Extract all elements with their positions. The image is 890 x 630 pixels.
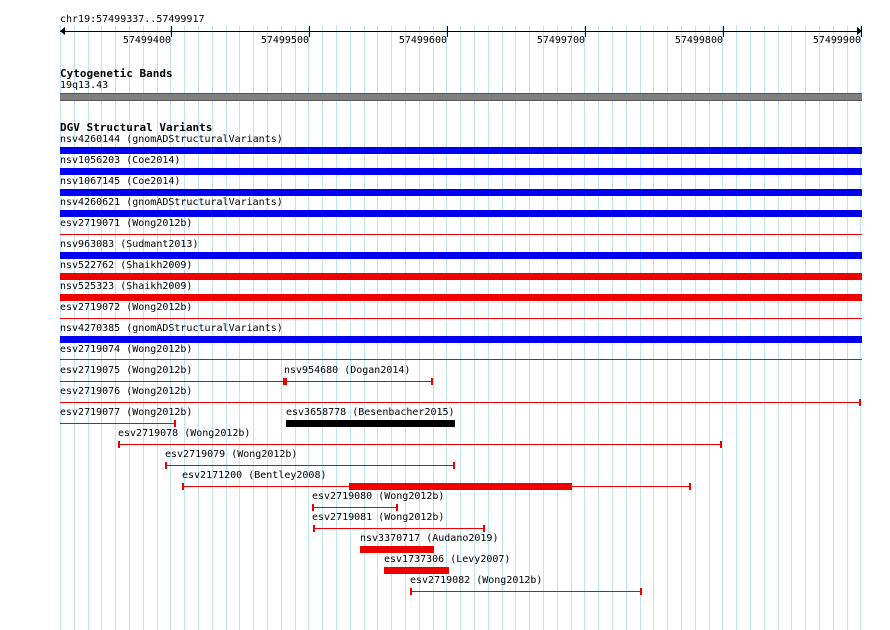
sv-feature-bar <box>60 252 862 259</box>
sv-feature-line <box>313 528 485 529</box>
cytoband-bar[interactable] <box>60 93 862 101</box>
sv-feature-label: esv2719082 (Wong2012b) <box>410 575 543 586</box>
sv-feature-bar <box>60 168 862 175</box>
sv-feature-label: esv2171200 (Bentley2008) <box>182 470 327 481</box>
sv-feature-label: esv2719071 (Wong2012b) <box>60 218 193 229</box>
sv-feature-label: esv2719074 (Wong2012b) <box>60 344 193 355</box>
sv-feature-label: nsv4270385 (gnomADStructuralVariants) <box>60 323 283 334</box>
sv-feature-label: esv2719079 (Wong2012b) <box>165 449 298 460</box>
sv-feature-label: nsv522762 (Shaikh2009) <box>60 260 193 271</box>
sv-feature-bar <box>360 546 434 553</box>
sv-feature-label: esv2719077 (Wong2012b) <box>60 407 193 418</box>
ruler-tick-label: 57499500 <box>260 35 309 46</box>
sv-feature-label: esv2719078 (Wong2012b) <box>118 428 251 439</box>
sv-feature-bar <box>60 189 862 196</box>
sv-feature-end-cap <box>453 462 455 469</box>
ruler-tick <box>171 26 172 37</box>
sv-feature-line <box>312 507 398 508</box>
sv-feature-label: nsv963083 (Sudmant2013) <box>60 239 199 250</box>
sv-feature-line <box>60 402 861 403</box>
sv-feature-line <box>410 591 642 592</box>
sv-feature-end-cap <box>640 588 642 595</box>
ruler-title: chr19:57499337..57499917 <box>60 14 205 25</box>
sv-feature-label: esv2719080 (Wong2012b) <box>312 491 445 502</box>
ruler-tick <box>861 26 862 37</box>
sv-feature-line <box>165 465 455 466</box>
ruler-tick-label: 57499800 <box>674 35 723 46</box>
sv-feature-label: esv1737306 (Levy2007) <box>384 554 511 565</box>
sv-feature-end-cap <box>396 504 398 511</box>
ruler-tick-label: 57499700 <box>536 35 585 46</box>
sv-feature-line <box>60 318 862 319</box>
sv-feature-bar <box>60 273 862 280</box>
ruler-axis <box>60 31 862 32</box>
sv-feature-label: nsv3370717 (Audano2019) <box>360 533 499 544</box>
dgv-track-title: DGV Structural Variants <box>60 121 213 134</box>
sv-feature-bar <box>349 483 572 490</box>
sv-feature-label: esv2719081 (Wong2012b) <box>312 512 445 523</box>
sv-feature-label: nsv525323 (Shaikh2009) <box>60 281 193 292</box>
sv-feature-end-cap <box>174 420 176 427</box>
cytoband-name: 19q13.43 <box>60 80 109 91</box>
sv-feature-line <box>118 444 722 445</box>
sv-feature-end-cap <box>431 378 433 385</box>
ruler-arrow-left-icon <box>60 27 65 35</box>
sv-feature-bar <box>60 210 862 217</box>
ruler-tick-label: 57499900 <box>812 35 861 46</box>
cytoband-track-title: Cytogenetic Bands <box>60 67 173 80</box>
sv-feature-label: nsv4260144 (gnomADStructuralVariants) <box>60 134 283 145</box>
sv-feature-line <box>60 359 862 360</box>
sv-feature-bar <box>384 567 449 574</box>
sv-feature-line <box>60 423 175 424</box>
sv-feature-label: esv3658778 (Besenbacher2015) <box>286 407 455 418</box>
ruler-track <box>0 0 890 60</box>
sv-feature-label: nsv4260621 (gnomADStructuralVariants) <box>60 197 283 208</box>
sv-feature-line <box>60 381 284 382</box>
ruler-tick <box>585 26 586 37</box>
sv-feature-bar <box>60 336 862 343</box>
sv-feature-bar <box>60 147 862 154</box>
sv-feature-label: nsv1056203 (Coe2014) <box>60 155 181 166</box>
ruler-tick <box>447 26 448 37</box>
sv-feature-label: esv2719076 (Wong2012b) <box>60 386 193 397</box>
sv-feature-line <box>285 381 432 382</box>
ruler-tick <box>309 26 310 37</box>
sv-feature-end-cap <box>720 441 722 448</box>
sv-feature-label: esv2719075 (Wong2012b) <box>60 365 193 376</box>
ruler-tick <box>723 26 724 37</box>
sv-feature-label: nsv1067145 (Coe2014) <box>60 176 181 187</box>
ruler-tick-label: 57499600 <box>398 35 447 46</box>
sv-feature-end-cap <box>483 525 485 532</box>
sv-feature-label: esv2719072 (Wong2012b) <box>60 302 193 313</box>
sv-feature-end-cap <box>689 483 691 490</box>
sv-feature-line <box>60 234 862 235</box>
sv-feature-end-cap <box>859 399 861 406</box>
sv-feature-bar <box>60 294 862 301</box>
sv-feature-bar <box>286 420 455 427</box>
ruler-tick-label: 57499400 <box>122 35 171 46</box>
sv-feature-label: nsv954680 (Dogan2014) <box>284 365 411 376</box>
